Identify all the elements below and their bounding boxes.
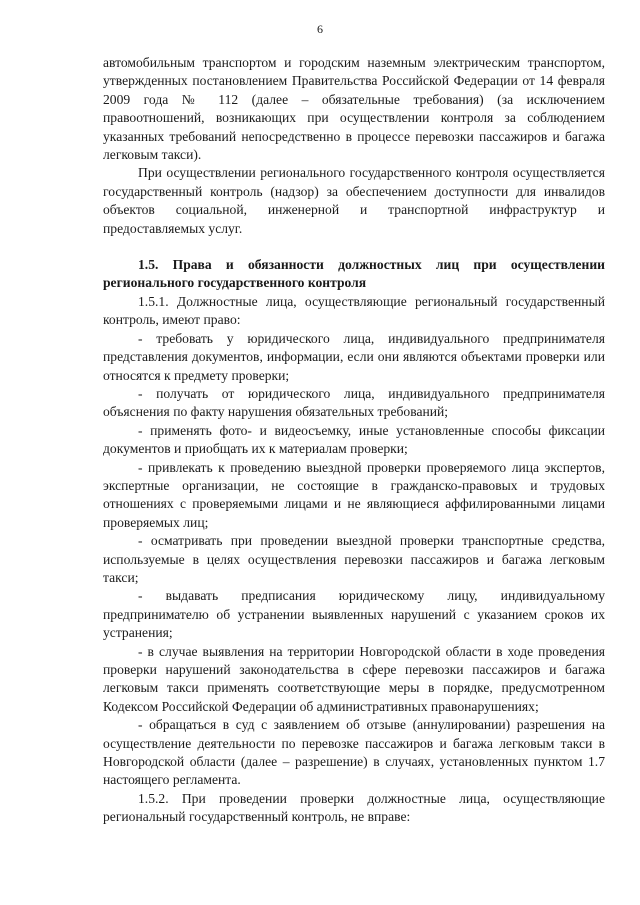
paragraph-1-5-1: 1.5.1. Должностные лица, осуществляющие региональный государственный контроль, имеют право: xyxy=(103,293,605,328)
list-item-issue-orders: - выдавать предписания юридическому лицу, индивидуальному предпринимателю об устранении выявленных нарушений с указанием сроков их устранения; xyxy=(103,588,605,641)
list-item-court-appeal: - обращаться в суд с заявлением об отзыве (аннулировании) разрешения на осуществление деятельности по перевозке пассажиров и багажа легковым такси в Новгородской области (далее – разрешение) в случаях, установленных пунктом 1.7 настоящего регламента. xyxy=(103,717,605,788)
list-item-involve-experts: - привлекать к проведению выездной проверки проверяемого лица экспертов, экспертные организации, не состоящие в гражданско-правовых и трудовых отношениях с проверяемыми лицами и не являющиеся аффилированными лицами проверяемых лиц; xyxy=(103,459,605,530)
paragraph-accessibility-control: При осуществлении регионального государственного контроля осуществляется государственный контроль (надзор) за обеспечением доступности для инвалидов объектов социальной, инженерной и транспортной инфраструктур и предоставляемых услуг. xyxy=(103,165,605,236)
paragraph-continuation: автомобильным транспортом и городским наземным электрическим транспортом, утвержденных постановлением Правительства Российской Федерации от 14 февраля 2009 года № 112 (далее – обязательные требования) (за исключением правоотношений, возникающих при осуществлении контроля за соблюдением указанных требований непосредственно в процессе перевозки пассажиров и багажа легковым такси). xyxy=(103,55,605,163)
section-heading-1-5: 1.5. Права и обязанности должностных лиц при осуществлении регионального государственного контроля xyxy=(103,257,605,291)
list-item-inspect-vehicles: - осматривать при проведении выездной проверки транспортные средства, используемые в целях осуществления перевозки пассажиров и багажа легковым такси; xyxy=(103,533,605,585)
document-body xyxy=(103,54,605,827)
list-item-request-documents: - требовать у юридического лица, индивидуального предпринимателя представления документов, информации, если они являются объектами проверки или относятся к предмету проверки; xyxy=(103,330,605,383)
list-item-get-explanations: - получать от юридического лица, индивидуального предпринимателя объяснения по факту нарушения обязательных требований; xyxy=(103,385,605,420)
list-item-photo-video: - применять фото- и видеосъемку, иные установленные способы фиксации документов и приобщать их к материалам проверки; xyxy=(103,422,605,457)
list-item-apply-measures: - в случае выявления на территории Новгородской области в ходе проведения проверки нарушений законодательства в сфере перевозки пассажиров и багажа легковым такси применять соответствующие меры в порядке, предусмотренном Кодексом Российской Федерации об административных правонарушениях; xyxy=(103,643,605,714)
page-number: 6 xyxy=(317,22,323,36)
paragraph-1-5-2: 1.5.2. При проведении проверки должностные лица, осуществляющие региональный государственный контроль, не вправе: xyxy=(103,790,605,825)
